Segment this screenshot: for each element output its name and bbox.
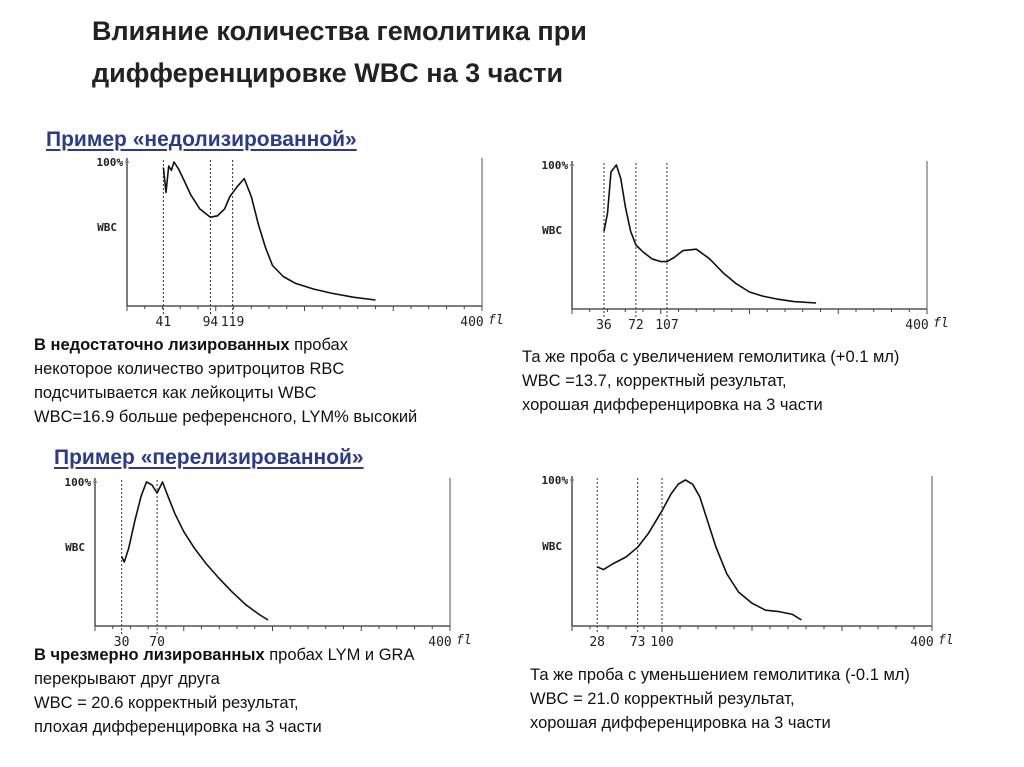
y-axis-label: WBC	[65, 541, 85, 554]
x-max-label: 400	[910, 635, 934, 650]
over-lysed-example-heading: Пример «перелизированной»	[54, 446, 364, 469]
caption-over-lysed-line-3: WBC = 20.6 корректный результат,	[34, 694, 299, 712]
caption-less-lysing-agent-line-2: WBC = 21.0 корректный результат,	[530, 690, 795, 708]
threshold-label: 36	[596, 318, 612, 333]
threshold-label: 28	[589, 635, 606, 650]
threshold-label: 94	[202, 315, 219, 330]
caption-more-lysing-agent-line-3: хорошая дифференцировка на 3 части	[522, 396, 823, 414]
histogram-curve	[597, 480, 801, 620]
x-unit-label: fl	[933, 316, 949, 331]
threshold-label: 119	[220, 315, 245, 330]
caption-over-lysed-line-4: плохая дифференцировка на 3 части	[34, 718, 322, 736]
caption-under-lysed-bold: В недостаточно лизированных	[34, 336, 290, 354]
x-unit-label: fl	[938, 633, 954, 648]
y-top-label: 100%	[541, 474, 568, 487]
x-max-label: 400	[905, 318, 929, 333]
caption-under-lysed-line-3: подсчитывается как лейкоциты WBC	[34, 384, 317, 402]
histogram-curve	[163, 162, 375, 300]
caption-under-lysed-line-2: некоторое количество эритроцитов RBC	[34, 360, 345, 378]
x-unit-label: fl	[456, 633, 472, 648]
histogram-over-lysed	[40, 470, 480, 650]
caption-less-lysing-agent	[530, 663, 910, 735]
caption-over-lysed-bold: В чрезмерно лизированных	[34, 646, 265, 664]
y-top-label: 100%	[96, 156, 123, 169]
histogram-under-lysed	[40, 155, 504, 330]
caption-over-lysed-rest: пробах LYM и GRA	[264, 646, 415, 664]
threshold-label: 30	[113, 635, 130, 650]
threshold-label: 41	[155, 315, 172, 330]
histogram-curve	[122, 482, 269, 620]
x-unit-label: fl	[488, 313, 504, 328]
under-lysed-example-heading: Пример «недолизированной»	[46, 128, 357, 151]
y-axis-label: WBC	[542, 224, 562, 237]
threshold-label: 70	[149, 635, 165, 650]
y-top-label: 100%	[541, 159, 568, 172]
y-axis-label: WBC	[97, 221, 117, 234]
caption-more-lysing-agent	[522, 345, 899, 417]
histogram-less-lysing-agent	[522, 466, 972, 650]
y-axis-label: WBC	[542, 540, 562, 553]
caption-under-lysed	[34, 333, 417, 429]
slide-title-line-2: дифференцировке WBC на 3 части	[92, 58, 564, 88]
caption-over-lysed-line-1	[34, 643, 414, 667]
caption-under-lysed-line-4: WBC=16.9 больше референсного, LYM% высокий	[34, 408, 418, 426]
caption-under-lysed-rest: пробах	[289, 336, 348, 354]
caption-more-lysing-agent-line-2: WBC =13.7, корректный результат,	[522, 372, 787, 390]
histogram-curve	[604, 165, 816, 303]
caption-over-lysed	[34, 643, 414, 739]
y-top-label: 100%	[64, 476, 91, 489]
threshold-label: 72	[628, 318, 644, 333]
slide-title	[92, 10, 992, 94]
x-max-label: 400	[428, 635, 452, 650]
caption-less-lysing-agent-line-1: Та же проба с уменьшением гемолитика (-0.1 мл)	[530, 666, 910, 684]
caption-over-lysed-line-2: перекрывают друг друга	[34, 670, 220, 688]
threshold-label: 73	[629, 635, 646, 650]
histogram-more-lysing-agent	[522, 155, 972, 335]
slide-title-line-1: Влияние количества гемолитика при	[92, 16, 587, 46]
caption-under-lysed-line-1	[34, 333, 417, 357]
threshold-label: 100	[650, 635, 674, 650]
caption-more-lysing-agent-line-1: Та же проба с увеличением гемолитика (+0.1 мл)	[522, 348, 900, 366]
threshold-label: 107	[655, 318, 679, 333]
x-max-label: 400	[460, 315, 484, 330]
caption-less-lysing-agent-line-3: хорошая дифференцировка на 3 части	[530, 714, 831, 732]
